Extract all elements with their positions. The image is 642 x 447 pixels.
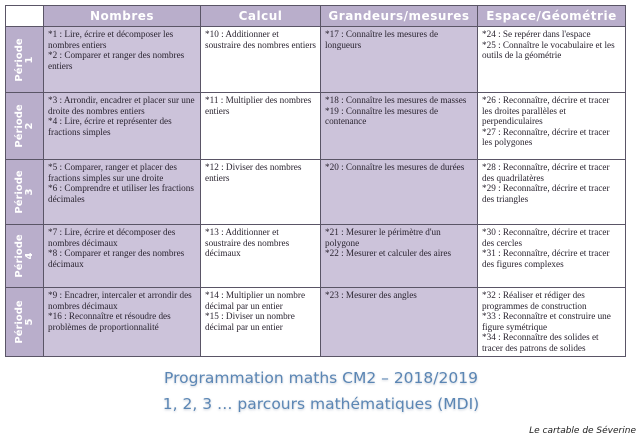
competence-item: *15 : Diviser un nombre décimal par un entier <box>205 311 295 332</box>
calcul-cell <box>201 27 321 93</box>
grandeurs-cell <box>321 93 478 160</box>
period-label: Période <box>13 234 25 278</box>
competence-item: *14 : Multiplier un nombre décimal par un entier <box>205 290 306 311</box>
period-label-cell <box>6 27 44 93</box>
competence-item: *29 : Reconnaître, décrire et tracer des triangles <box>482 183 610 204</box>
competence-item: *21 : Mesurer le périmètre d'un polygone <box>325 227 441 248</box>
competence-item: *23 : Mesurer des angles <box>325 290 417 300</box>
competence-item: *30 : Reconnaître, décrire et tracer des cercles <box>482 227 610 248</box>
period-row-2 <box>6 93 626 160</box>
competence-item: *13 : Additionner et soustraire des nombres décimaux <box>205 227 290 259</box>
competence-item: *12 : Diviser des nombres entiers <box>205 162 302 183</box>
competence-item: *8 : Comparer et ranger des nombres décimaux <box>48 248 185 269</box>
competence-item: *6 : Comprendre et utiliser les fractions décimales <box>48 183 194 204</box>
competence-item: *16 : Reconnaître et résoudre des problèmes de proportionnalité <box>48 311 171 332</box>
period-label: Période <box>13 300 25 344</box>
header-grandeurs-mesures: Grandeurs/mesures <box>321 6 478 27</box>
grandeurs-cell <box>321 225 478 288</box>
programmation-table <box>5 5 626 357</box>
competence-item: *20 : Connaître les mesures de durées <box>325 162 465 172</box>
period-label-cell <box>6 225 44 288</box>
competence-item: *17 : Connaître les mesures de longueurs <box>325 29 439 50</box>
nombres-cell <box>44 288 201 357</box>
nombres-cell <box>44 160 201 225</box>
competence-item: *4 : Lire, écrire et représenter des fractions simples <box>48 116 172 137</box>
grandeurs-cell <box>321 288 478 357</box>
header-espace-geometrie: Espace/Géométrie <box>478 6 626 27</box>
competence-item: *19 : Connaître les mesures de contenance <box>325 105 439 127</box>
competence-item: *3 : Arrondir, encadrer et placer sur une droite des nombres entiers <box>48 95 195 116</box>
competence-item: *33 : Reconnaître et construire une figure symétrique <box>482 311 611 332</box>
competence-item: *5 : Comparer, ranger et placer des fractions simples sur une droite <box>48 162 177 183</box>
author-signature: Le cartable de Séverine <box>529 426 636 436</box>
competence-item: *18 : Connaître les mesures de masses <box>325 95 467 105</box>
grandeurs-cell <box>321 160 478 225</box>
grandeurs-cell <box>321 27 478 93</box>
document-title: Programmation maths CM2 – 2018/2019 <box>164 369 478 387</box>
document-subtitle: 1, 2, 3 … parcours mathématiques (MDI) <box>162 395 480 413</box>
competence-item: *25 : Connaître le vocabulaire et les outils de la géométrie <box>482 39 615 61</box>
period-number: 4 <box>23 252 35 260</box>
competence-item: *10 : Additionner et soustraire des nombres entiers <box>205 29 316 50</box>
calcul-cell <box>201 288 321 357</box>
nombres-cell <box>44 225 201 288</box>
competence-item: *7 : Lire, écrire et décomposer des nombres décimaux <box>48 227 176 248</box>
period-label: Période <box>13 104 25 148</box>
period-label-cell <box>6 93 44 160</box>
period-row-3 <box>6 160 626 225</box>
header-row <box>6 6 626 27</box>
nombres-cell <box>44 27 201 93</box>
competence-item: *28 : Reconnaître, décrire et tracer des quadrilatères <box>482 162 610 183</box>
competence-item: *11 : Multiplier des nombres entiers <box>205 95 312 116</box>
competence-item: *9 : Encadrer, intercaler et arrondir des nombres décimaux <box>48 290 192 311</box>
period-number: 5 <box>23 318 35 326</box>
period-number: 2 <box>23 122 35 130</box>
period-label-cell <box>6 160 44 225</box>
competence-item: *24 : Se repérer dans l'espace <box>482 29 591 39</box>
calcul-cell <box>201 160 321 225</box>
competence-item: *31 : Reconnaître, décrire et tracer des figures complexes <box>482 248 610 269</box>
competence-item: *26 : Reconnaître, décrire et tracer les droites parallèles et perpendiculaires <box>482 95 610 127</box>
calcul-cell <box>201 225 321 288</box>
competence-item: *32 : Réaliser et rédiger des programmes de construction <box>482 290 587 311</box>
competence-item: *34 : Reconnaître des solides et tracer des patrons de solides <box>482 332 599 353</box>
period-row-5 <box>6 288 626 357</box>
period-row-1 <box>6 27 626 93</box>
espace-cell <box>478 288 626 357</box>
espace-cell <box>478 160 626 225</box>
header-nombres: Nombres <box>44 6 201 27</box>
period-row-4 <box>6 225 626 288</box>
period-label: Période <box>13 37 25 82</box>
header-calcul: Calcul <box>201 6 321 27</box>
calcul-cell <box>201 93 321 160</box>
period-label: Période <box>13 170 25 214</box>
period-label-cell <box>6 288 44 357</box>
period-number: 1 <box>23 56 35 63</box>
competence-item: *1 : Lire, écrire et décomposer les nombres entiers <box>48 29 174 50</box>
espace-cell <box>478 27 626 93</box>
espace-cell <box>478 225 626 288</box>
nombres-cell <box>44 93 201 160</box>
espace-cell <box>478 93 626 160</box>
competence-item: *27 : Reconnaître, décrire et tracer les polygones <box>482 126 610 148</box>
corner-cell <box>6 6 44 27</box>
competence-item: *2 : Comparer et ranger des nombres entiers <box>48 50 185 71</box>
competence-item: *22 : Mesurer et calculer des aires <box>325 248 452 259</box>
period-number: 3 <box>23 188 35 196</box>
